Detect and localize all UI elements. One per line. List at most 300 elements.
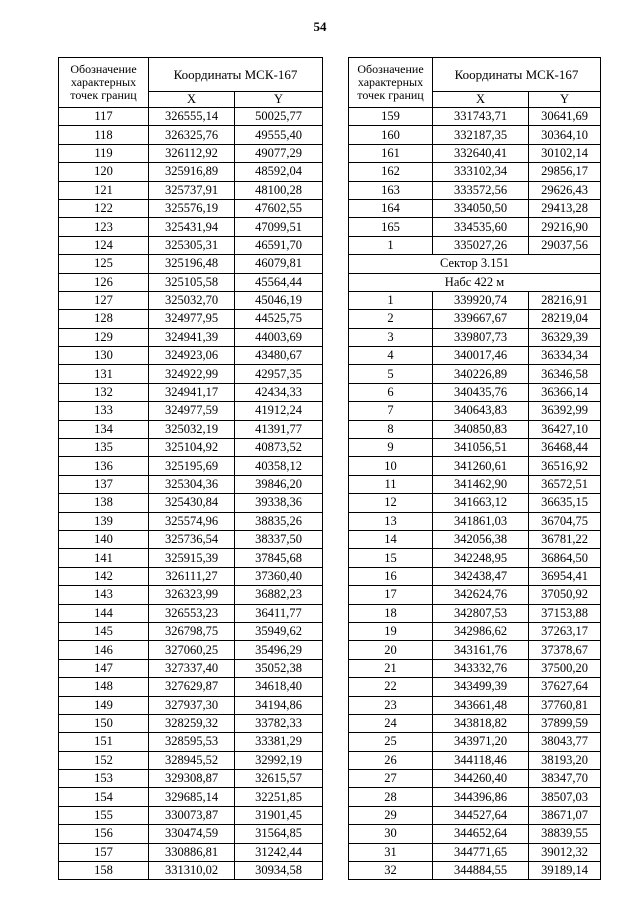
point-number-cell: 31: [349, 843, 433, 861]
y-coordinate-cell: 38671,07: [529, 806, 601, 824]
y-coordinate-cell: 38043,77: [529, 733, 601, 751]
point-number-cell: 135: [59, 439, 149, 457]
x-coordinate-cell: 325195,69: [149, 457, 235, 475]
x-coordinate-cell: 324922,99: [149, 365, 235, 383]
y-coordinate-cell: 37899,59: [529, 714, 601, 732]
table-row: [59, 751, 323, 769]
sector-label: Сектор 3.151: [349, 255, 601, 273]
x-coordinate-cell: 325574,96: [149, 512, 235, 530]
y-coordinate-cell: 37263,17: [529, 622, 601, 640]
designation-header: [59, 58, 149, 108]
point-number-cell: 22: [349, 678, 433, 696]
x-coordinate-cell: 325032,19: [149, 420, 235, 438]
table-row: [349, 714, 601, 732]
x-coordinate-cell: 328595,53: [149, 733, 235, 751]
table-row: [349, 144, 601, 162]
point-number-cell: 140: [59, 530, 149, 548]
y-coordinate-cell: 42957,35: [235, 365, 323, 383]
table-row: [349, 457, 601, 475]
x-coordinate-cell: 326798,75: [149, 622, 235, 640]
point-number-cell: 15: [349, 549, 433, 567]
point-number-cell: 144: [59, 604, 149, 622]
table-row: [349, 108, 601, 126]
table-row: [59, 862, 323, 880]
x-coordinate-cell: 327060,25: [149, 641, 235, 659]
designation-header: [349, 58, 433, 108]
point-number-cell: 155: [59, 806, 149, 824]
point-number-cell: 160: [349, 126, 433, 144]
table-row: [59, 604, 323, 622]
x-coordinate-cell: 325576,19: [149, 199, 235, 217]
x-coordinate-cell: 324923,06: [149, 347, 235, 365]
sector-section: [349, 255, 601, 292]
y-coordinate-cell: 39189,14: [529, 862, 601, 880]
table-row: [349, 163, 601, 181]
coordinates-table-left: [58, 57, 323, 880]
table-row: [59, 494, 323, 512]
table-row: [59, 144, 323, 162]
point-number-cell: 9: [349, 439, 433, 457]
table-row: [349, 402, 601, 420]
y-coordinate-cell: 45046,19: [235, 291, 323, 309]
designation-header-line: Обозначение: [357, 62, 424, 76]
right-table-body-after: [349, 291, 601, 880]
y-coordinate-cell: 49077,29: [235, 144, 323, 162]
point-number-cell: 164: [349, 199, 433, 217]
point-number-cell: 28: [349, 788, 433, 806]
y-coordinate-cell: 36635,15: [529, 494, 601, 512]
table-row: [349, 236, 601, 254]
table-row: [59, 273, 323, 291]
table-row: [349, 604, 601, 622]
y-coordinate-cell: 36411,77: [235, 604, 323, 622]
x-coordinate-cell: 330073,87: [149, 806, 235, 824]
x-coordinate-cell: 333572,56: [433, 181, 529, 199]
table-row: [59, 549, 323, 567]
y-coordinate-cell: 38839,55: [529, 825, 601, 843]
y-coordinate-cell: 36366,14: [529, 383, 601, 401]
point-number-cell: 12: [349, 494, 433, 512]
x-coordinate-cell: 325105,58: [149, 273, 235, 291]
table-row: [59, 530, 323, 548]
table-row: [349, 586, 601, 604]
x-coordinate-cell: 325032,70: [149, 291, 235, 309]
point-number-cell: 29: [349, 806, 433, 824]
point-number-cell: 149: [59, 696, 149, 714]
y-coordinate-cell: 44525,75: [235, 310, 323, 328]
x-coordinate-cell: 333102,34: [433, 163, 529, 181]
x-coordinate-cell: 324977,95: [149, 310, 235, 328]
table-row: [59, 236, 323, 254]
table-row: [59, 328, 323, 346]
x-coordinate-cell: 326325,76: [149, 126, 235, 144]
designation-header-line: характерных: [357, 75, 424, 89]
table-row: [59, 457, 323, 475]
x-coordinate-cell: 327629,87: [149, 678, 235, 696]
point-number-cell: 17: [349, 586, 433, 604]
x-column-header: X: [433, 92, 529, 108]
x-coordinate-cell: 330474,59: [149, 825, 235, 843]
y-coordinate-cell: 29413,28: [529, 199, 601, 217]
x-coordinate-cell: 341861,03: [433, 512, 529, 530]
y-coordinate-cell: 40873,52: [235, 439, 323, 457]
table-row: [59, 181, 323, 199]
x-coordinate-cell: 326111,27: [149, 567, 235, 585]
x-coordinate-cell: 328945,52: [149, 751, 235, 769]
x-coordinate-cell: 340226,89: [433, 365, 529, 383]
x-coordinate-cell: 339667,67: [433, 310, 529, 328]
x-coordinate-cell: 324977,59: [149, 402, 235, 420]
y-coordinate-cell: 43480,67: [235, 347, 323, 365]
point-number-cell: 1: [349, 236, 433, 254]
x-coordinate-cell: 327937,30: [149, 696, 235, 714]
point-number-cell: 138: [59, 494, 149, 512]
table-row: [349, 641, 601, 659]
point-number-cell: 141: [59, 549, 149, 567]
y-coordinate-cell: 39338,36: [235, 494, 323, 512]
point-number-cell: 127: [59, 291, 149, 309]
point-number-cell: 157: [59, 843, 149, 861]
point-number-cell: 139: [59, 512, 149, 530]
x-coordinate-cell: 342624,76: [433, 586, 529, 604]
table-row: [59, 475, 323, 493]
point-number-cell: 145: [59, 622, 149, 640]
table-row: [349, 494, 601, 512]
y-coordinate-cell: 38835,26: [235, 512, 323, 530]
point-number-cell: 19: [349, 622, 433, 640]
table-row: [349, 733, 601, 751]
page-number: 54: [313, 19, 327, 34]
table-row: [59, 347, 323, 365]
y-coordinate-cell: 47099,51: [235, 218, 323, 236]
table-row: [59, 622, 323, 640]
x-coordinate-cell: 340435,76: [433, 383, 529, 401]
x-coordinate-cell: 324941,17: [149, 383, 235, 401]
x-coordinate-cell: 325305,31: [149, 236, 235, 254]
point-number-cell: 150: [59, 714, 149, 732]
table-row: [59, 218, 323, 236]
point-number-cell: 119: [59, 144, 149, 162]
x-coordinate-cell: 340017,46: [433, 347, 529, 365]
x-coordinate-cell: 325737,91: [149, 181, 235, 199]
point-number-cell: 18: [349, 604, 433, 622]
y-coordinate-cell: 35052,38: [235, 659, 323, 677]
point-number-cell: 21: [349, 659, 433, 677]
table-row: [349, 475, 601, 493]
y-coordinate-cell: 31242,44: [235, 843, 323, 861]
y-coordinate-cell: 48100,28: [235, 181, 323, 199]
x-coordinate-cell: 325736,54: [149, 530, 235, 548]
y-coordinate-cell: 38337,50: [235, 530, 323, 548]
x-coordinate-cell: 327337,40: [149, 659, 235, 677]
point-number-cell: 32: [349, 862, 433, 880]
y-coordinate-cell: 37627,64: [529, 678, 601, 696]
table-row: [349, 512, 601, 530]
x-coordinate-cell: 343332,76: [433, 659, 529, 677]
x-coordinate-cell: 332640,41: [433, 144, 529, 162]
point-number-cell: 134: [59, 420, 149, 438]
table-row: [59, 733, 323, 751]
x-coordinate-cell: 342248,95: [433, 549, 529, 567]
point-number-cell: 158: [59, 862, 149, 880]
point-number-cell: 25: [349, 733, 433, 751]
point-number-cell: 3: [349, 328, 433, 346]
x-coordinate-cell: 325304,36: [149, 475, 235, 493]
x-coordinate-cell: 344260,40: [433, 770, 529, 788]
x-coordinate-cell: 341260,61: [433, 457, 529, 475]
y-coordinate-cell: 31901,45: [235, 806, 323, 824]
x-coordinate-cell: 343499,39: [433, 678, 529, 696]
point-number-cell: 11: [349, 475, 433, 493]
table-row: [349, 751, 601, 769]
x-coordinate-cell: 339920,74: [433, 291, 529, 309]
x-coordinate-cell: 326555,14: [149, 108, 235, 126]
x-coordinate-cell: 340643,83: [433, 402, 529, 420]
point-number-cell: 129: [59, 328, 149, 346]
x-coordinate-cell: 344771,65: [433, 843, 529, 861]
x-coordinate-cell: 325431,94: [149, 218, 235, 236]
table-row: [349, 420, 601, 438]
y-coordinate-cell: 30364,10: [529, 126, 601, 144]
x-coordinate-cell: 332187,35: [433, 126, 529, 144]
point-number-cell: 133: [59, 402, 149, 420]
y-coordinate-cell: 36781,22: [529, 530, 601, 548]
point-number-cell: 121: [59, 181, 149, 199]
point-number-cell: 142: [59, 567, 149, 585]
point-number-cell: 151: [59, 733, 149, 751]
y-coordinate-cell: 50025,77: [235, 108, 323, 126]
point-number-cell: 6: [349, 383, 433, 401]
table-row: [349, 347, 601, 365]
x-coordinate-cell: 335027,26: [433, 236, 529, 254]
point-number-cell: 148: [59, 678, 149, 696]
table-row: [349, 383, 601, 401]
table-row: [349, 843, 601, 861]
x-coordinate-cell: 342438,47: [433, 567, 529, 585]
y-coordinate-cell: 28219,04: [529, 310, 601, 328]
point-number-cell: 118: [59, 126, 149, 144]
y-coordinate-cell: 44003,69: [235, 328, 323, 346]
point-number-cell: 4: [349, 347, 433, 365]
x-coordinate-cell: 325104,92: [149, 439, 235, 457]
y-coordinate-cell: 32992,19: [235, 751, 323, 769]
table-row: [59, 714, 323, 732]
y-coordinate-cell: 36427,10: [529, 420, 601, 438]
y-coordinate-cell: 37500,20: [529, 659, 601, 677]
table-row: [59, 383, 323, 401]
y-coordinate-cell: 35949,62: [235, 622, 323, 640]
y-coordinate-cell: 36468,44: [529, 439, 601, 457]
table-row: [59, 512, 323, 530]
table-row: [59, 255, 323, 273]
table-row: [59, 420, 323, 438]
point-number-cell: 125: [59, 255, 149, 273]
y-coordinate-cell: 33381,29: [235, 733, 323, 751]
point-number-cell: 123: [59, 218, 149, 236]
x-coordinate-cell: 342056,38: [433, 530, 529, 548]
table-row: [59, 402, 323, 420]
y-coordinate-cell: 41912,24: [235, 402, 323, 420]
designation-header-line: Обозначение: [70, 62, 137, 76]
coordinates-table-right: [348, 57, 601, 880]
y-coordinate-cell: 29037,56: [529, 236, 601, 254]
point-number-cell: 8: [349, 420, 433, 438]
point-number-cell: 23: [349, 696, 433, 714]
table-row: [59, 586, 323, 604]
table-row: [349, 806, 601, 824]
table-row: [349, 770, 601, 788]
point-number-cell: 5: [349, 365, 433, 383]
table-row: [59, 365, 323, 383]
point-number-cell: 154: [59, 788, 149, 806]
y-coordinate-cell: 34618,40: [235, 678, 323, 696]
point-number-cell: 126: [59, 273, 149, 291]
point-number-cell: 165: [349, 218, 433, 236]
point-number-cell: 117: [59, 108, 149, 126]
left-table-body: [59, 108, 323, 880]
table-row: [59, 659, 323, 677]
x-coordinate-cell: 331310,02: [149, 862, 235, 880]
x-coordinate-cell: 330886,81: [149, 843, 235, 861]
table-row: [59, 108, 323, 126]
y-coordinate-cell: 30934,58: [235, 862, 323, 880]
x-coordinate-cell: 329308,87: [149, 770, 235, 788]
y-coordinate-cell: 42434,33: [235, 383, 323, 401]
point-number-cell: 1: [349, 291, 433, 309]
x-coordinate-cell: 331743,71: [433, 108, 529, 126]
x-coordinate-cell: 325915,39: [149, 549, 235, 567]
x-coordinate-cell: 342986,62: [433, 622, 529, 640]
point-number-cell: 147: [59, 659, 149, 677]
table-row: [59, 310, 323, 328]
x-coordinate-cell: 334050,50: [433, 199, 529, 217]
y-coordinate-cell: 29856,17: [529, 163, 601, 181]
point-number-cell: 130: [59, 347, 149, 365]
point-number-cell: 24: [349, 714, 433, 732]
x-coordinate-cell: 343971,20: [433, 733, 529, 751]
table-row: [349, 567, 601, 585]
point-number-cell: 159: [349, 108, 433, 126]
y-coordinate-cell: 37153,88: [529, 604, 601, 622]
y-coordinate-cell: 30102,14: [529, 144, 601, 162]
table-row: [349, 328, 601, 346]
y-coordinate-cell: 37760,81: [529, 696, 601, 714]
x-coordinate-cell: 344396,86: [433, 788, 529, 806]
table-row: [59, 199, 323, 217]
x-coordinate-cell: 325196,48: [149, 255, 235, 273]
y-coordinate-cell: 29626,43: [529, 181, 601, 199]
table-row: [349, 622, 601, 640]
y-coordinate-cell: 29216,90: [529, 218, 601, 236]
y-coordinate-cell: 32251,85: [235, 788, 323, 806]
designation-header-line: характерных: [70, 75, 137, 89]
point-number-cell: 137: [59, 475, 149, 493]
y-coordinate-cell: 36516,92: [529, 457, 601, 475]
y-coordinate-cell: 37360,40: [235, 567, 323, 585]
y-coordinate-cell: 36864,50: [529, 549, 601, 567]
x-coordinate-cell: 344884,55: [433, 862, 529, 880]
point-number-cell: 152: [59, 751, 149, 769]
point-number-cell: 120: [59, 163, 149, 181]
point-number-cell: 161: [349, 144, 433, 162]
y-coordinate-cell: 38347,70: [529, 770, 601, 788]
sector-row: [349, 255, 601, 273]
table-row: [59, 788, 323, 806]
point-number-cell: 27: [349, 770, 433, 788]
table-row: [349, 199, 601, 217]
point-number-cell: 146: [59, 641, 149, 659]
table-row: [349, 218, 601, 236]
y-coordinate-cell: 46079,81: [235, 255, 323, 273]
y-coordinate-cell: 49555,40: [235, 126, 323, 144]
designation-header-line: точек границ: [70, 88, 137, 102]
x-coordinate-cell: 325430,84: [149, 494, 235, 512]
point-number-cell: 132: [59, 383, 149, 401]
point-number-cell: 30: [349, 825, 433, 843]
x-coordinate-cell: 339807,73: [433, 328, 529, 346]
height-label: Набс 422 м: [349, 273, 601, 291]
point-number-cell: 2: [349, 310, 433, 328]
y-coordinate-cell: 41391,77: [235, 420, 323, 438]
x-coordinate-cell: 341663,12: [433, 494, 529, 512]
y-coordinate-cell: 37845,68: [235, 549, 323, 567]
x-coordinate-cell: 340850,83: [433, 420, 529, 438]
table-row: [349, 862, 601, 880]
table-row: [59, 770, 323, 788]
x-coordinate-cell: 344652,64: [433, 825, 529, 843]
table-row: [349, 365, 601, 383]
designation-header-line: точек границ: [357, 88, 424, 102]
point-number-cell: 153: [59, 770, 149, 788]
coordinates-header: Координаты МСК-167: [433, 58, 601, 92]
y-coordinate-cell: 37378,67: [529, 641, 601, 659]
table-row: [59, 696, 323, 714]
point-number-cell: 162: [349, 163, 433, 181]
y-coordinate-cell: 36346,58: [529, 365, 601, 383]
x-coordinate-cell: 324941,39: [149, 328, 235, 346]
y-coordinate-cell: 36392,99: [529, 402, 601, 420]
table-row: [349, 549, 601, 567]
coordinates-header: Координаты МСК-167: [149, 58, 323, 92]
point-number-cell: 13: [349, 512, 433, 530]
y-coordinate-cell: 38193,20: [529, 751, 601, 769]
point-number-cell: 26: [349, 751, 433, 769]
height-row: [349, 273, 601, 291]
point-number-cell: 143: [59, 586, 149, 604]
x-coordinate-cell: 341462,90: [433, 475, 529, 493]
point-number-cell: 128: [59, 310, 149, 328]
point-number-cell: 156: [59, 825, 149, 843]
table-row: [349, 439, 601, 457]
table-row: [59, 163, 323, 181]
x-coordinate-cell: 341056,51: [433, 439, 529, 457]
table-row: [349, 678, 601, 696]
y-coordinate-cell: 34194,86: [235, 696, 323, 714]
table-row: [349, 788, 601, 806]
table-row: [59, 806, 323, 824]
y-coordinate-cell: 40358,12: [235, 457, 323, 475]
table-row: [349, 310, 601, 328]
y-coordinate-cell: 35496,29: [235, 641, 323, 659]
table-row: [349, 530, 601, 548]
x-coordinate-cell: 344118,46: [433, 751, 529, 769]
point-number-cell: 136: [59, 457, 149, 475]
table-row: [349, 825, 601, 843]
y-coordinate-cell: 36954,41: [529, 567, 601, 585]
y-coordinate-cell: 38507,03: [529, 788, 601, 806]
y-column-header: Y: [529, 92, 601, 108]
y-coordinate-cell: 36334,34: [529, 347, 601, 365]
